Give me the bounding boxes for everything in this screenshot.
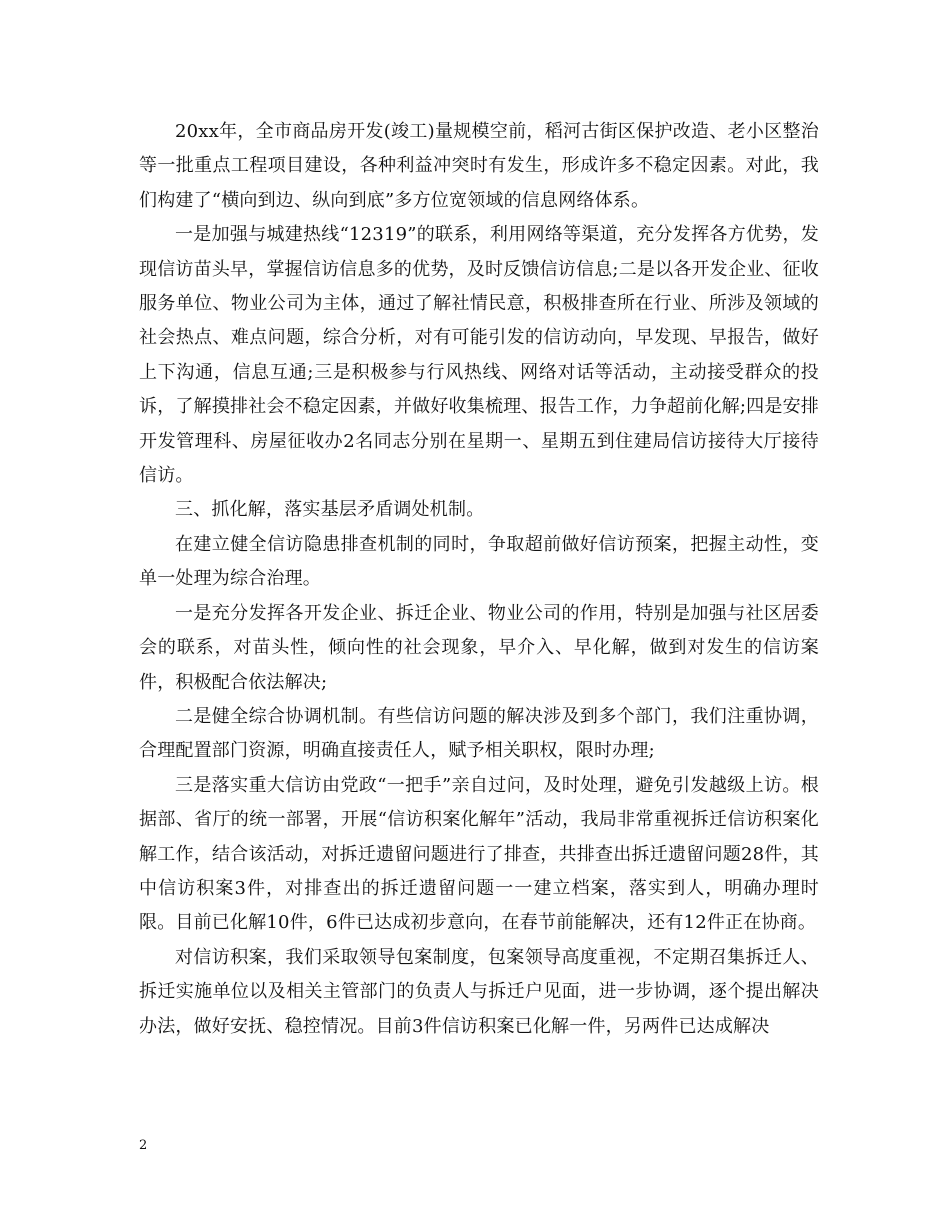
page-number: 2 bbox=[139, 1138, 148, 1153]
paragraph-1: 20xx年，全市商品房开发(竣工)量规模空前，稻河古街区保护改造、老小区整治等一批重点工程项目建设，各种利益冲突时有发生，形成许多不稳定因素。对此，我们构建了“横向到边、纵向到底”多方位宽领域的信息网络体系。 bbox=[139, 121, 819, 211]
paragraph-7: 三是落实重大信访由党政“一把手”亲自过问，及时处理，避免引发越级上访。根据部、省厅的统一部署，开展“信访积案化解年”活动，我局非常重视拆迁信访积案化解工作，结合该活动，对拆迁遗留问题进行了排查，共排查出拆迁遗留问题28件，其中信访积案3件，对排查出的拆迁遗留问题一一建立档案，落实到人，明确办理时限。目前已化解10件，6件已达成初步意向，在春节前能解决，还有12件正在协商。 bbox=[139, 774, 819, 934]
paragraph-4: 在建立健全信访隐患排查机制的同时，争取超前做好信访预案，把握主动性，变单一处理为综合治理。 bbox=[139, 533, 819, 590]
paragraph-5: 一是充分发挥各开发企业、拆迁企业、物业公司的作用，特别是加强与社区居委会的联系，对苗头性，倾向性的社会现象，早介入、早化解，做到对发生的信访案件，积极配合依法解决; bbox=[139, 602, 819, 693]
document-body bbox=[139, 115, 819, 1044]
section-heading: 三、抓化解，落实基层矛盾调处机制。 bbox=[175, 499, 485, 521]
paragraph-8: 对信访积案，我们采取领导包案制度，包案领导高度重视，不定期召集拆迁人、拆迁实施单位以及相关主管部门的负责人与拆迁户见面，进一步协调，逐个提出解决办法，做好安抚、稳控情况。目前3件信访积案已化解一件，另两件已达成解决 bbox=[139, 946, 819, 1037]
paragraph-6: 二是健全综合协调机制。有些信访问题的解决涉及到多个部门，我们注重协调，合理配置部门资源，明确直接责任人，赋予相关职权，限时办理; bbox=[139, 705, 819, 762]
paragraph-2: 一是加强与城建热线“12319”的联系，利用网络等渠道，充分发挥各方优势，发现信访苗头早，掌握信访信息多的优势，及时反馈信访信息;二是以各开发企业、征收服务单位、物业公司为主体，通过了解社情民意，积极排查所在行业、所涉及领域的社会热点、难点问题，综合分析，对有可能引发的信访动向，早发现、早报告，做好上下沟通，信息互通;三是积极参与行风热线、网络对话等活动，主动接受群众的投诉，了解摸排社会不稳定因素，并做好收集梳理、报告工作，力争超前化解;四是安排开发管理科、房屋征收办2名同志分别在星期一、星期五到住建局信访接待大厅接待信访。 bbox=[139, 224, 819, 487]
